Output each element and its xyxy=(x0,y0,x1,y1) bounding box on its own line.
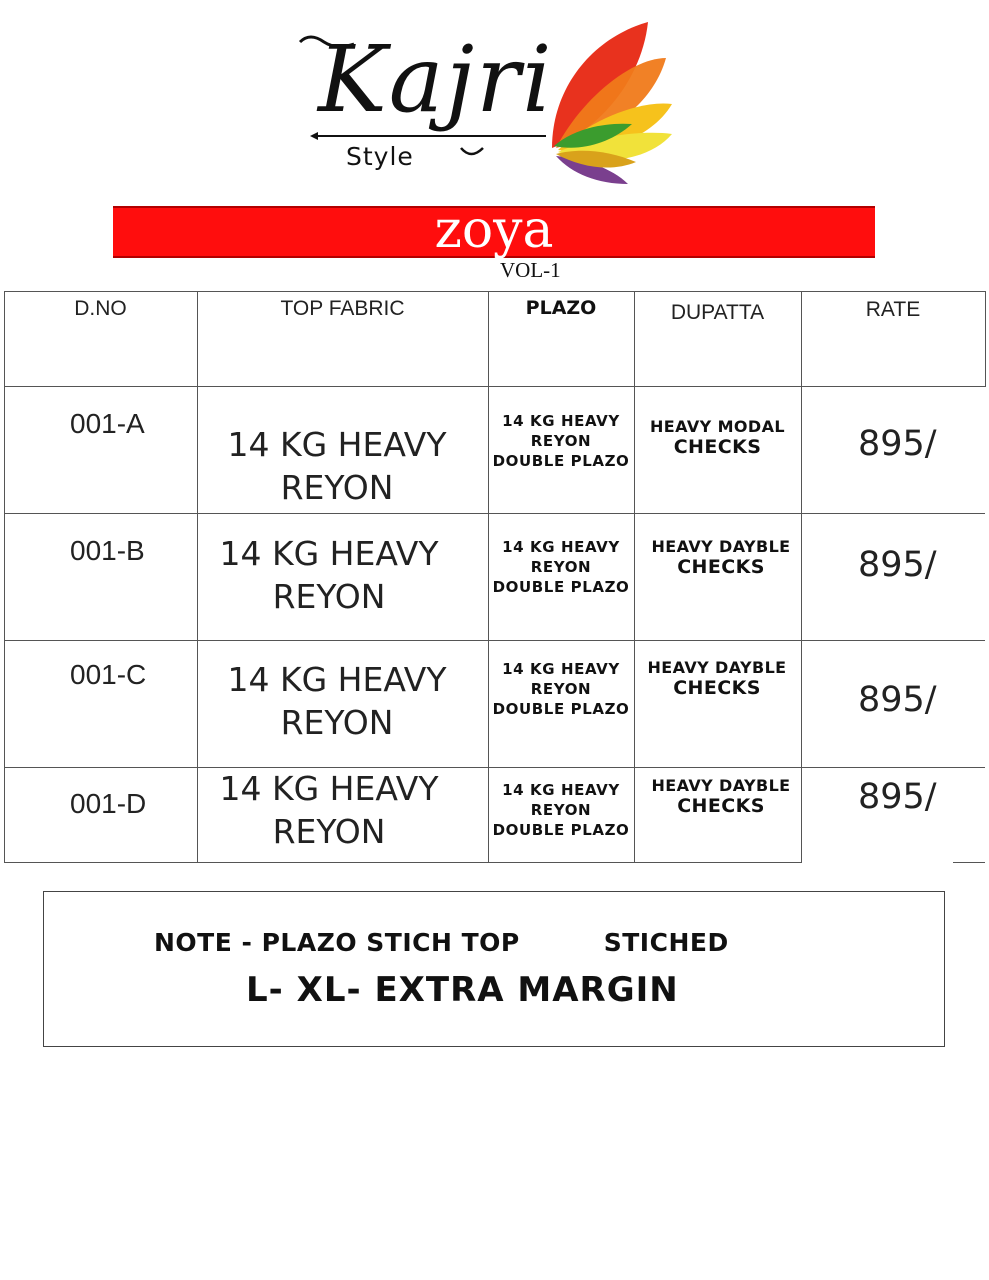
table-row-divider xyxy=(4,640,985,641)
row-c-dupatta xyxy=(630,657,804,699)
row-a-dupatta xyxy=(634,416,801,458)
plazo-line: REYON xyxy=(530,558,592,576)
header-rate: RATE xyxy=(865,298,921,321)
collection-volume: VOL-1 xyxy=(500,258,561,282)
header-dno: D.NO xyxy=(74,297,127,320)
top-fabric-line: 14 KG HEAVY xyxy=(219,534,439,573)
brand-tagline: Style xyxy=(346,142,414,171)
table-border-left xyxy=(4,291,5,863)
top-fabric-line: 14 KG HEAVY xyxy=(227,660,447,699)
note-text-left: NOTE - PLAZO STICH TOP xyxy=(154,928,520,957)
header-plazo: PLAZO xyxy=(525,297,597,319)
row-a-dno: 001-A xyxy=(70,408,145,439)
table-border-right xyxy=(985,291,986,387)
row-d-top-fabric xyxy=(189,767,469,853)
dupatta-line: CHECKS xyxy=(673,436,762,458)
plazo-line: REYON xyxy=(530,432,592,450)
top-fabric-line: 14 KG HEAVY xyxy=(219,769,439,808)
row-a-top-fabric xyxy=(197,423,477,509)
plazo-line: 14 KG HEAVY xyxy=(502,660,620,678)
note-text-right: STICHED xyxy=(603,928,729,957)
table-border-top xyxy=(4,291,985,292)
dupatta-line: CHECKS xyxy=(673,677,761,699)
row-c-top-fabric xyxy=(197,658,477,744)
row-c-rate: 895/ xyxy=(858,680,937,720)
dupatta-line: HEAVY DAYBLE xyxy=(647,658,787,677)
note-box xyxy=(43,891,945,1047)
row-b-rate: 895/ xyxy=(858,545,937,585)
row-d-rate: 895/ xyxy=(858,777,937,817)
top-fabric-line: REYON xyxy=(272,577,386,616)
plazo-line: DOUBLE PLAZO xyxy=(492,821,630,839)
dupatta-line: CHECKS xyxy=(677,556,765,578)
plazo-line: REYON xyxy=(530,680,592,698)
table-border-bottom xyxy=(4,862,802,863)
plazo-line: REYON xyxy=(530,801,592,819)
row-a-plazo xyxy=(488,411,634,471)
dupatta-line: HEAVY DAYBLE xyxy=(651,776,791,795)
plazo-line: 14 KG HEAVY xyxy=(502,538,620,556)
table-row-divider xyxy=(4,386,985,387)
dupatta-line: HEAVY DAYBLE xyxy=(651,537,791,556)
row-d-dupatta xyxy=(634,775,808,817)
top-fabric-line: REYON xyxy=(272,812,386,851)
dupatta-line: CHECKS xyxy=(677,795,765,817)
note-line xyxy=(154,928,854,957)
row-d-dno: 001-D xyxy=(70,788,147,819)
plazo-line: DOUBLE PLAZO xyxy=(492,578,630,596)
collection-title: zoya xyxy=(434,200,554,260)
note-size-line: L- XL- EXTRA MARGIN xyxy=(246,970,679,1010)
top-fabric-line: REYON xyxy=(280,703,394,742)
row-c-dno: 001-C xyxy=(70,659,147,690)
table-border-bottom xyxy=(953,862,985,863)
brand-name: Kajri xyxy=(318,26,554,133)
row-d-plazo xyxy=(488,780,634,840)
row-a-rate: 895/ xyxy=(858,424,937,464)
top-fabric-line: REYON xyxy=(280,468,394,507)
row-c-plazo xyxy=(488,659,634,719)
plazo-line: DOUBLE PLAZO xyxy=(492,452,630,470)
plazo-line: 14 KG HEAVY xyxy=(502,781,620,799)
row-b-top-fabric xyxy=(189,532,469,618)
dupatta-line: HEAVY MODAL xyxy=(650,417,785,436)
header-dupatta: DUPATTA xyxy=(670,301,765,324)
row-b-dno: 001-B xyxy=(70,535,145,566)
table-row-divider xyxy=(4,767,985,768)
row-b-plazo xyxy=(488,537,634,597)
table-row-divider xyxy=(4,513,985,514)
plazo-line: DOUBLE PLAZO xyxy=(492,700,630,718)
plazo-line: 14 KG HEAVY xyxy=(502,412,620,430)
header-top-fabric: TOP FABRIC xyxy=(280,297,405,320)
row-b-dupatta xyxy=(634,536,808,578)
top-fabric-line: 14 KG HEAVY xyxy=(227,425,447,464)
